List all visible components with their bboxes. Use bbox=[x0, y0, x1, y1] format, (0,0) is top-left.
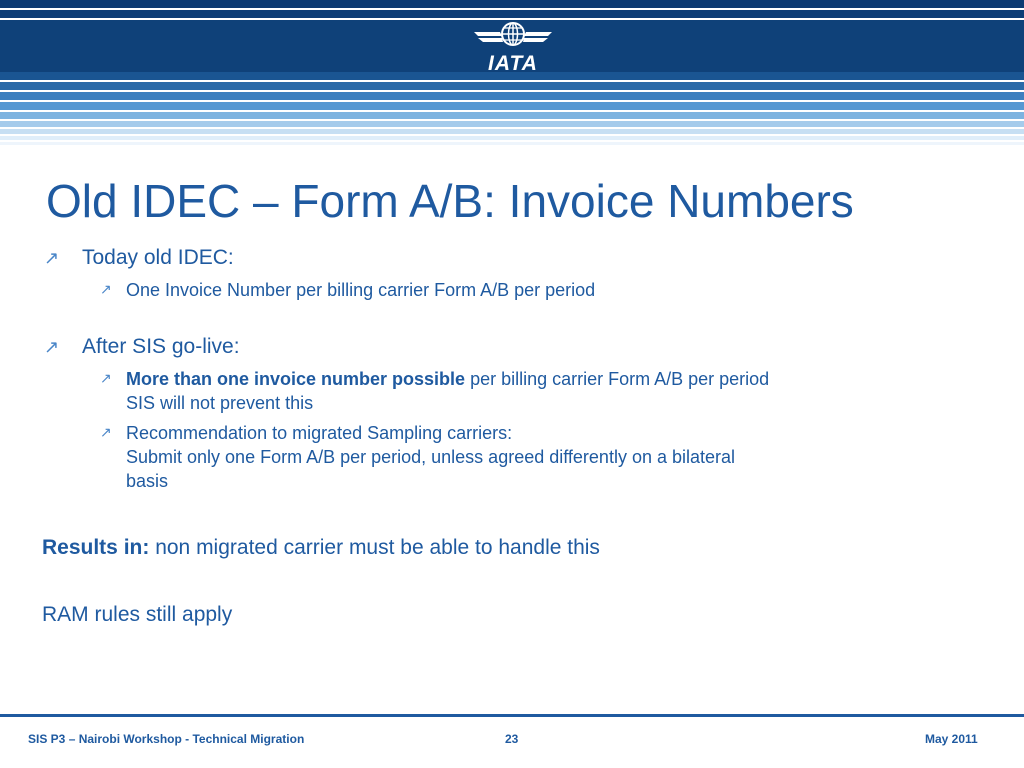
arrow-up-right-icon: ↗ bbox=[100, 424, 112, 440]
sub-bullet-line2: SIS will not prevent this bbox=[126, 393, 314, 413]
bullet-after-sis-go-live: After SIS go-live: bbox=[82, 335, 240, 358]
sub-bullet-one-invoice: One Invoice Number per billing carrier Form A/B per period bbox=[126, 280, 596, 300]
arrow-up-right-icon: ↗ bbox=[44, 337, 60, 357]
footer-date: May 2011 bbox=[925, 732, 978, 746]
sub-bullet-line2: Submit only one Form A/B per period, unless agreed differently on a bilateral bbox=[126, 447, 736, 467]
ram-rules-paragraph: RAM rules still apply bbox=[42, 603, 233, 626]
sub-bullet-text: Recommendation to migrated Sampling carriers: bbox=[126, 423, 513, 443]
footer-divider bbox=[0, 714, 1024, 717]
sub-bullet-rest: per billing carrier Form A/B per period bbox=[465, 369, 770, 389]
bullet-today-old-idec: Today old IDEC: bbox=[82, 246, 234, 269]
arrow-up-right-icon: ↗ bbox=[44, 248, 60, 268]
arrow-up-right-icon: ↗ bbox=[100, 281, 112, 297]
sub-bullet-more-than-one bbox=[126, 367, 986, 415]
slide-title: Old IDEC – Form A/B: Invoice Numbers bbox=[46, 175, 854, 227]
sub-bullet-recommendation bbox=[126, 421, 986, 493]
results-label: Results in: bbox=[42, 536, 150, 559]
footer-page-number: 23 bbox=[505, 732, 519, 746]
results-text: non migrated carrier must be able to handle this bbox=[149, 536, 600, 559]
arrow-up-right-icon: ↗ bbox=[100, 370, 112, 386]
bold-phrase: More than one invoice number possible bbox=[126, 369, 466, 389]
results-paragraph bbox=[42, 536, 600, 560]
logo-text: IATA bbox=[488, 52, 538, 75]
sub-bullet-line3: basis bbox=[126, 471, 169, 491]
footer-presentation-title: SIS P3 – Nairobi Workshop - Technical Migration bbox=[28, 732, 305, 746]
